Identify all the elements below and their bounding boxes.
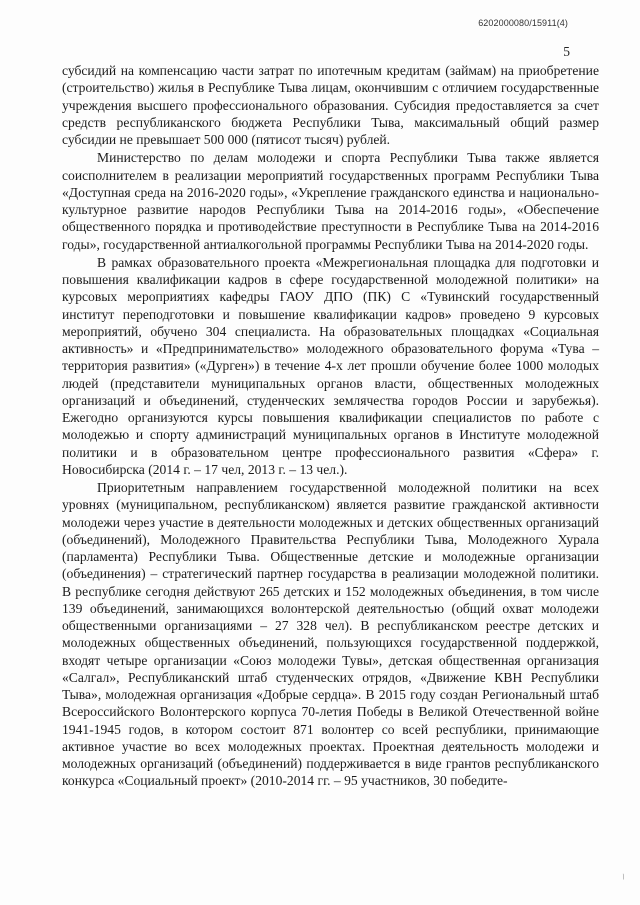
page-number: 5 <box>563 44 570 59</box>
paragraph-4: Приоритетным направлением государственной молодежной политики на всех уровнях (муниципальном, республиканском) является развитие гражданской активности молодежи через участие в деятельности молодежных и детских общественных организаций (объединений), Молодежного Правительства Республики Тыва, Молодежного Хурала (парламента) Республики Тыва. Общественные детские и молодежные организации (объединения) – стратегический партнер государства в реализации молодежной политики. В республике сегодня действуют 265 детских и 152 молодежных объединения, в том числе 139 объединений, занимающихся волонтерской деятельностью (общий охват молодежи общественными организациями – 27 328 чел). В республиканском реестре детских и молодежных общественных объединений, пользующихся государственной поддержкой, входят четыре организации «Союз молодежи Тувы», детская общественная организация «Салгал», Республиканский штаб студенческих отрядов, «Движение КВН Республики Тыва», молодежная организация «Добрые сердца». В 2015 году создан Региональный штаб Всероссийского Волонтерского корпуса 70-летия Победы в Великой Отечественной войне 1941-1945 годов, в котором состоит 871 волонтер со всей республики, принимающие активное участие во всех молодежных проектах. Проектная деятельность молодежи и молодежных организаций (объединений) поддерживается в виде грантов республиканского конкурса «Социальный проект» (2010-2014 гг. – 95 участников, 30 победите- <box>62 480 599 789</box>
scan-mark-icon: ⸝ <box>614 868 629 882</box>
document-id: 6202000080/15911(4) <box>478 18 568 28</box>
document-body <box>62 62 599 790</box>
paragraph-2: Министерство по делам молодежи и спорта Республики Тыва также является соисполнителем в реализации мероприятий государственных программ Республики Тыва «Доступная среда на 2016-2020 годы», «Укрепление гражданского единства и национально-культурное развитие народов Республики Тыва на 2014-2016 годы», «Обеспечение общественного порядка и противодействие преступности в Республике Тыва на 2014-2016 годы», государственной антиалкогольной программы Республики Тыва на 2014-2020 годы. <box>62 150 599 252</box>
paragraph-1: субсидий на компенсацию части затрат по ипотечным кредитам (займам) на приобретение (строительство) жилья в Республике Тыва лицам, окончившим с отличием государственные учреждения высшего профессионального образования. Субсидия предоставляется за счет средств республиканского бюджета Республики Тыва, максимальный общий размер субсидии не превышает 500 000 (пятисот тысяч) рублей. <box>62 63 599 147</box>
paragraph-3: В рамках образовательного проекта «Межрегиональная площадка для подготовки и повышения квалификации кадров в сфере государственной молодежной политики» на курсовых мероприятиях кафедры ГАОУ ДПО (ПК) С «Тувинский государственный институт переподготовки и повышение квалификации кадров» проведено 9 курсовых мероприятий, обучено 304 специалиста. На образовательных площадках «Социальная активность» и «Предпринимательство» молодежного образовательного форума «Тува – территория развития» («Дурген») в течение 4-х лет прошли обучение более 1000 молодых людей (представители муниципальных органов власти, общественных молодежных организаций и объединений, студенческих землячества городов России и зарубежья). Ежегодно организуются курсы повышения квалификации специалистов по работе с молодежью и спорту администраций муниципальных органов в Институте молодежной политики и в образовательном центре профессионального развития «Сфера» г. Новосибирска (2014 г. – 17 чел, 2013 г. – 13 чел.). <box>62 254 599 477</box>
